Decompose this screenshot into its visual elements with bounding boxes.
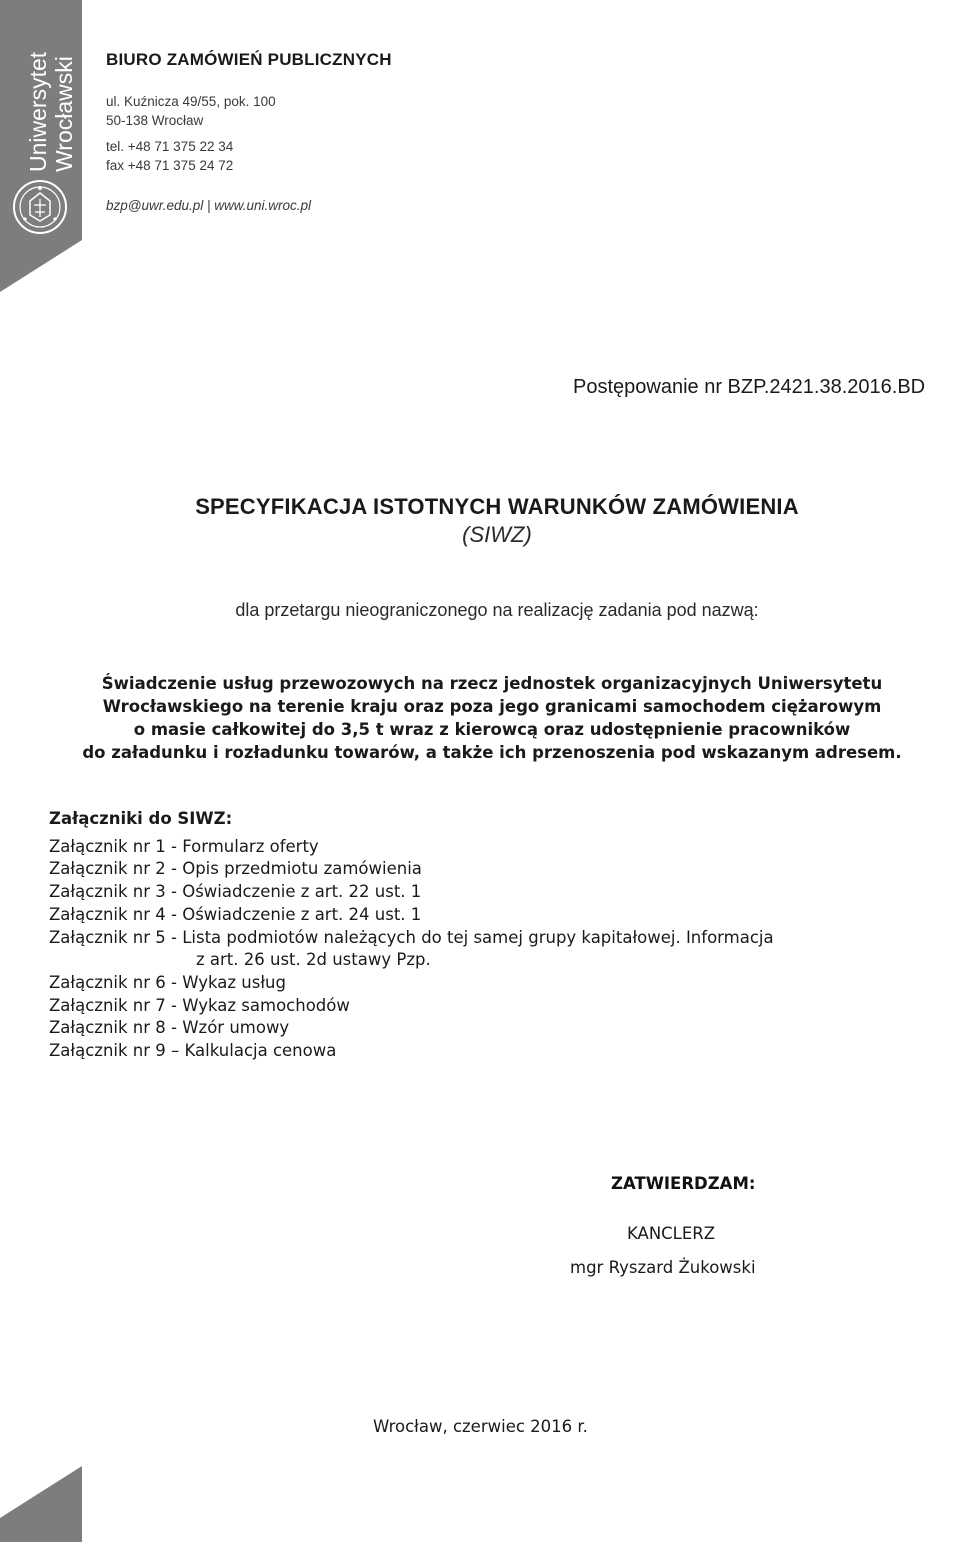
- approver-role: KANCLERZ: [627, 1224, 716, 1243]
- office-address-line1: ul. Kuźnicza 49/55, pok. 100: [106, 94, 276, 109]
- document-title: SPECYFIKACJA ISTOTNYCH WARUNKÓW ZAMÓWIENIA: [195, 494, 799, 519]
- attachment-item: Załącznik nr 8 - Wzór umowy: [49, 1018, 290, 1038]
- attachment-item-continuation: z art. 26 ust. 2d ustawy Pzp.: [196, 950, 431, 970]
- office-name: BIURO ZAMÓWIEŃ PUBLICZNYCH: [106, 50, 392, 69]
- subject-line: Świadczenie usług przewozowych na rzecz jednostek organizacyjnych Uniwersytetu: [101, 674, 883, 693]
- subject-line: o masie całkowitej do 3,5 t wraz z kierowcą oraz udostępnienie pracowników: [133, 720, 851, 739]
- attachment-item: Załącznik nr 1 - Formularz oferty: [49, 836, 319, 856]
- case-number: Postępowanie nr BZP.2421.38.2016.BD: [573, 376, 926, 398]
- footer-corner-decoration: [0, 1442, 82, 1542]
- logo-text-line1: Uniwersytet: [25, 51, 51, 172]
- office-header: [106, 50, 392, 215]
- office-fax: fax +48 71 375 24 72: [106, 158, 234, 173]
- attachment-item: Załącznik nr 6 - Wykaz usług: [49, 972, 286, 992]
- logo-text-line2: Wrocławski: [51, 56, 77, 172]
- university-logo-band: [0, 0, 82, 292]
- attachment-item: Załącznik nr 3 - Oświadczenie z art. 22 ust. 1: [49, 882, 422, 902]
- approval-label: ZATWIERDZAM:: [611, 1174, 756, 1193]
- office-email-web: bzp@uwr.edu.pl | www.uni.wroc.pl: [106, 198, 312, 213]
- document-subtitle: (SIWZ): [462, 522, 532, 547]
- attachment-item: Załącznik nr 7 - Wykaz samochodów: [49, 995, 350, 1015]
- document-intro: dla przetargu nieograniczonego na realizację zadania pod nazwą:: [235, 600, 759, 620]
- subject-line: Wrocławskiego na terenie kraju oraz poza jego granicami samochodem ciężarowym: [102, 697, 882, 716]
- university-logo: [0, 0, 82, 292]
- attachment-item: Załącznik nr 4 - Oświadczenie z art. 24 ust. 1: [49, 904, 422, 924]
- office-address-line2: 50-138 Wrocław: [106, 113, 204, 128]
- approver-name: mgr Ryszard Żukowski: [570, 1258, 756, 1277]
- subject-line: do załadunku i rozładunku towarów, a także ich przenoszenia pod wskazanym adresem.: [82, 743, 902, 762]
- office-phone: tel. +48 71 375 22 34: [106, 139, 234, 154]
- procurement-subject: [30, 672, 954, 764]
- attachment-item: Załącznik nr 2 - Opis przedmiotu zamówienia: [49, 859, 422, 879]
- attachments-heading: Załączniki do SIWZ:: [49, 809, 233, 828]
- attachments-list: [49, 808, 774, 1063]
- place-date: Wrocław, czerwiec 2016 r.: [373, 1417, 588, 1436]
- attachment-item: Załącznik nr 9 – Kalkulacja cenowa: [49, 1041, 337, 1061]
- attachment-item: Załącznik nr 5 - Lista podmiotów należących do tej samej grupy kapitałowej. Informacja: [49, 927, 774, 947]
